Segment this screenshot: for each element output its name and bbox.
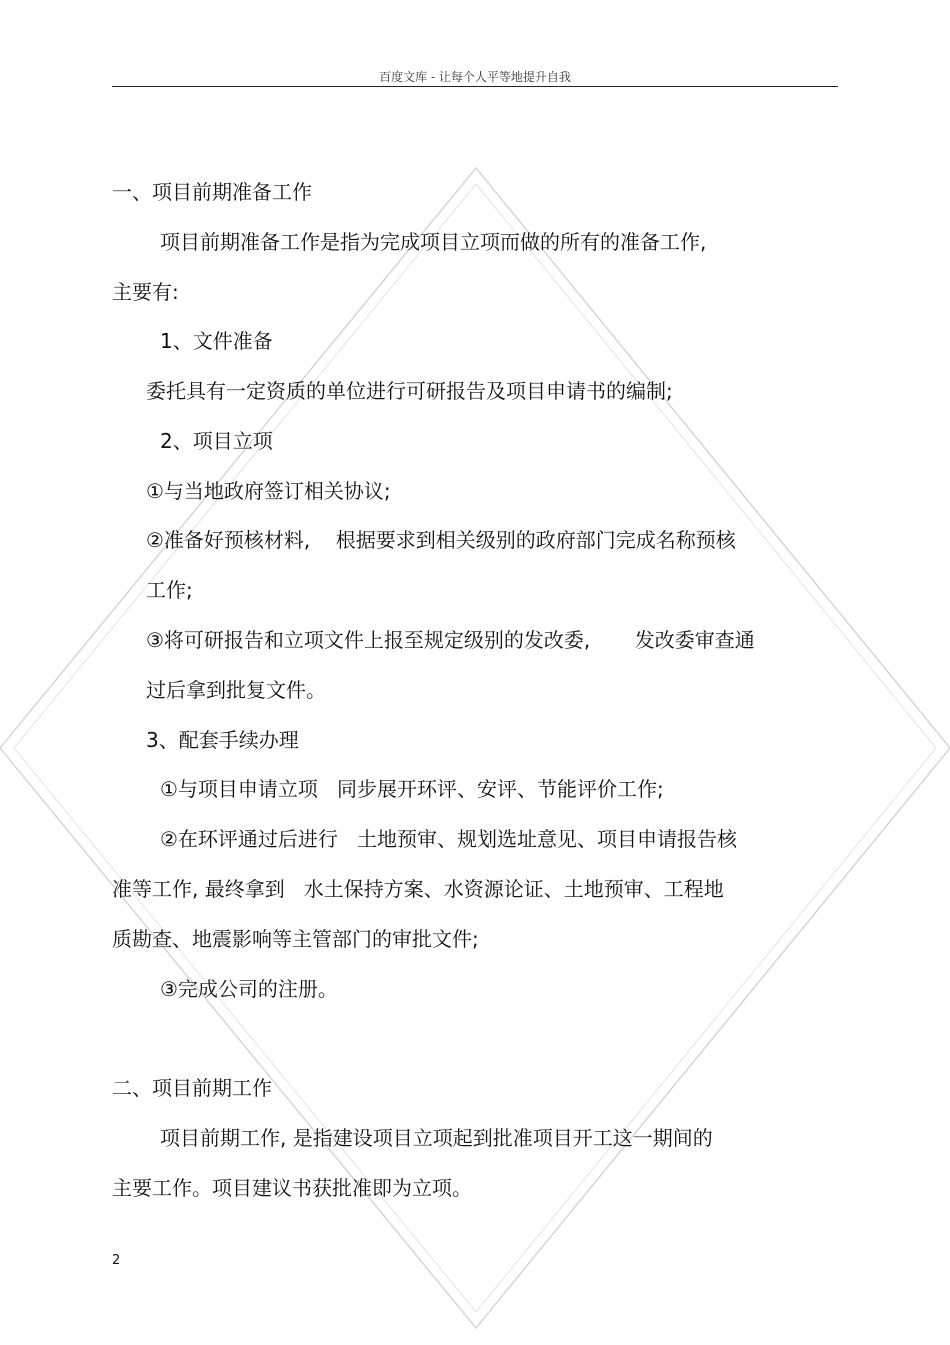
header-rule	[112, 86, 838, 87]
list-item-continuation: 准等工作, 最终拿到 水土保持方案、水资源论证、土地预审、工程地	[112, 877, 724, 901]
list-item: ①与项目申请立项 同步展开环评、安评、节能评价工作;	[160, 777, 664, 801]
subheading-project-approval: 2、项目立项	[160, 429, 273, 453]
list-item: ①与当地政府签订相关协议;	[146, 479, 391, 503]
list-item: ②准备好预核材料, 根据要求到相关级别的政府部门完成名称预核	[146, 528, 736, 552]
list-item: ③完成公司的注册。	[160, 977, 338, 1001]
list-item-continuation: 质勘查、地震影响等主管部门的审批文件;	[112, 927, 479, 951]
list-item: ②在环评通过后进行 土地预审、规划选址意见、项目申请报告核	[160, 827, 738, 851]
section-heading-1: 一、项目前期准备工作	[112, 180, 312, 204]
page-header-text: 百度文库 - 让每个人平等地提升自我	[379, 70, 571, 84]
paragraph-line: 项目前期工作, 是指建设项目立项起到批准项目开工这一期间的	[160, 1126, 713, 1150]
page-number: 2	[112, 1253, 121, 1268]
list-item: ③将可研报告和立项文件上报至规定级别的发改委, 发改委审查通	[146, 628, 755, 652]
paragraph-line: 委托具有一定资质的单位进行可研报告及项目申请书的编制;	[146, 379, 673, 403]
list-item-continuation: 过后拿到批复文件。	[146, 678, 326, 702]
paragraph-line: 主要工作。项目建议书获批准即为立项。	[112, 1176, 472, 1200]
subheading-file-prep: 1、文件准备	[160, 329, 273, 353]
subheading-procedures: 3、配套手续办理	[146, 728, 299, 752]
section-heading-2: 二、项目前期工作	[112, 1076, 272, 1100]
paragraph-line: 项目前期准备工作是指为完成项目立项而做的所有的准备工作,	[160, 230, 707, 254]
list-item-continuation: 工作;	[146, 578, 193, 602]
paragraph-line: 主要有:	[112, 280, 179, 304]
